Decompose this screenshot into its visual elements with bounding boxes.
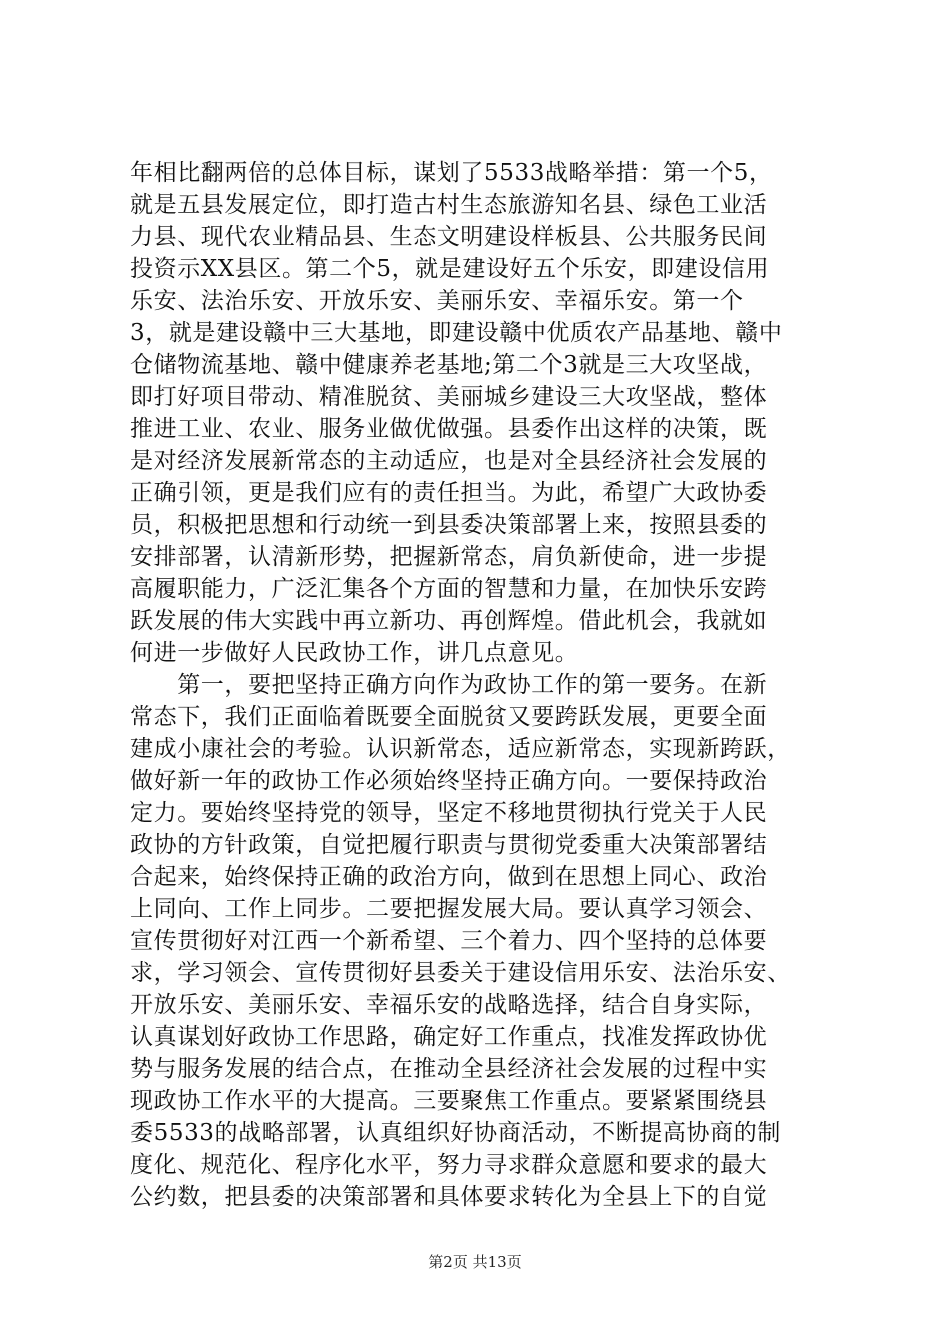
text-line: 力县、现代农业精品县、生态文明建设样板县、公共服务民间 <box>130 224 768 250</box>
text-line: 员，积极把思想和行动统一到县委决策部署上来，按照县委的 <box>130 512 768 538</box>
text-line: 何进一步做好人民政协工作，讲几点意见。 <box>130 640 579 666</box>
text-line: 推进工业、农业、服务业做优做强。县委作出这样的决策，既 <box>130 416 768 442</box>
text-line: 合起来，始终保持正确的政治方向，做到在思想上同心、政治 <box>130 864 768 890</box>
text-line: 跃发展的伟大实践中再立新功、再创辉煌。借此机会，我就如 <box>130 608 768 634</box>
text-line: 认真谋划好政协工作思路，确定好工作重点，找准发挥政协优 <box>130 1024 768 1050</box>
text-line: 3，就是建设赣中三大基地，即建设赣中优质农产品基地、赣中 <box>130 320 783 346</box>
text-line: 政协的方针政策，自觉把履行职责与贯彻党委重大决策部署结 <box>130 832 768 858</box>
text-line: 委5533的战略部署，认真组织好协商活动，不断提高协商的制 <box>130 1120 781 1146</box>
body-text <box>130 157 830 1213</box>
text-line: 仓储物流基地、赣中健康养老基地;第二个3就是三大攻坚战， <box>130 352 768 378</box>
text-line: 高履职能力，广泛汇集各个方面的智慧和力量，在加快乐安跨 <box>130 576 768 602</box>
text-line: 乐安、法治乐安、开放乐安、美丽乐安、幸福乐安。第一个 <box>130 288 744 314</box>
text-line: 第一，要把坚持正确方向作为政协工作的第一要务。在新 <box>130 672 768 698</box>
text-line: 就是五县发展定位，即打造古村生态旅游知名县、绿色工业活 <box>130 192 768 218</box>
text-line: 势与服务发展的结合点，在推动全县经济社会发展的过程中实 <box>130 1056 768 1082</box>
text-line: 上同向、工作上同步。二要把握发展大局。要认真学习领会、 <box>130 896 768 922</box>
text-line: 宣传贯彻好对江西一个新希望、三个着力、四个坚持的总体要 <box>130 928 768 954</box>
text-line: 定力。要始终坚持党的领导，坚定不移地贯彻执行党关于人民 <box>130 800 768 826</box>
text-line: 安排部署，认清新形势，把握新常态，肩负新使命，进一步提 <box>130 544 768 570</box>
text-line: 常态下，我们正面临着既要全面脱贫又要跨跃发展，更要全面 <box>130 704 768 730</box>
page-footer: 第2页 共13页 <box>428 1253 522 1271</box>
text-line: 年相比翻两倍的总体目标，谋划了5533战略举措：第一个5， <box>130 160 773 186</box>
text-line: 开放乐安、美丽乐安、幸福乐安的战略选择，结合自身实际， <box>130 992 768 1018</box>
text-line: 是对经济发展新常态的主动适应，也是对全县经济社会发展的 <box>130 448 768 474</box>
text-line: 即打好项目带动、精准脱贫、美丽城乡建设三大攻坚战，整体 <box>130 384 768 410</box>
text-line: 度化、规范化、程序化水平，努力寻求群众意愿和要求的最大 <box>130 1152 768 1178</box>
text-line: 现政协工作水平的大提高。三要聚焦工作重点。要紧紧围绕县 <box>130 1088 768 1114</box>
text-line: 正确引领，更是我们应有的责任担当。为此，希望广大政协委 <box>130 480 768 506</box>
text-line: 建成小康社会的考验。认识新常态，适应新常态，实现新跨跃， <box>130 736 791 762</box>
text-line: 做好新一年的政协工作必须始终坚持正确方向。一要保持政治 <box>130 768 768 794</box>
text-line: 投资示XX县区。第二个5，就是建设好五个乐安，即建设信用 <box>130 256 770 282</box>
text-line: 公约数，把县委的决策部署和具体要求转化为全县上下的自觉 <box>130 1184 768 1210</box>
text-line: 求，学习领会、宣传贯彻好县委关于建设信用乐安、法治乐安、 <box>130 960 791 986</box>
